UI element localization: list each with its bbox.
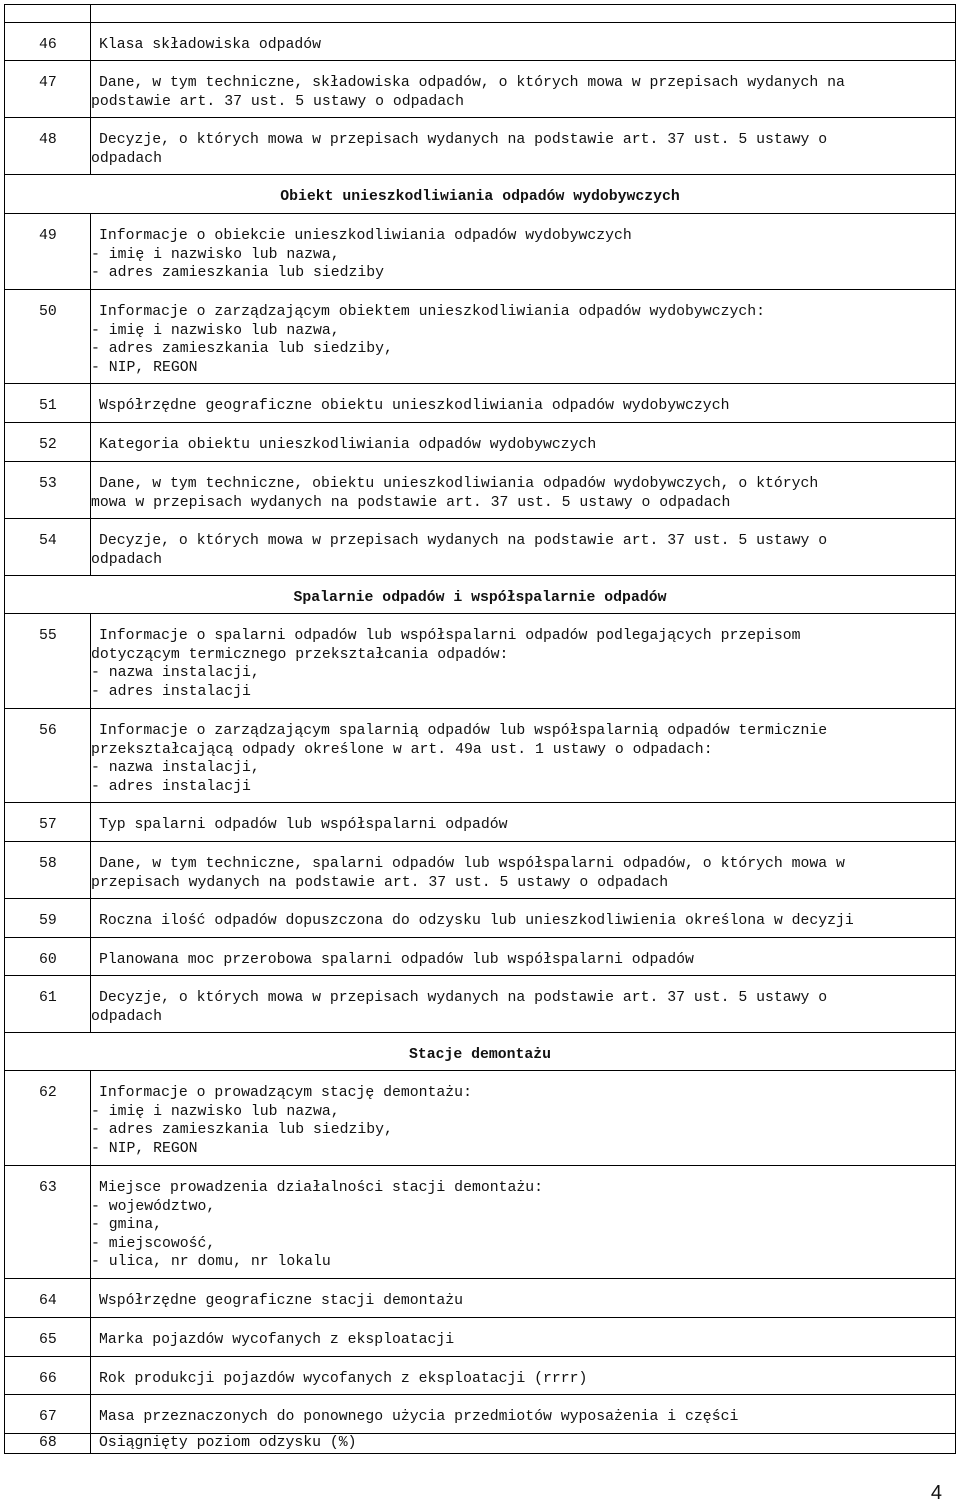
section-header-row [5,175,956,214]
description-line: Kategoria obiektu unieszkodliwiania odpadów wydobywczych [99,437,597,453]
description-line: Decyzje, o których mowa w przepisach wydanych na podstawie art. 37 ust. 5 ustawy o [99,533,828,549]
row-description [91,290,956,384]
description-line: - adres zamieszkania lub siedziby, [91,341,393,358]
description-line: Osiągnięty poziom odzysku (%) [99,1435,357,1451]
description-line: - miejscowość, [91,1235,216,1252]
row-description [91,614,956,709]
table-row [5,1166,956,1279]
row-description [91,1434,956,1454]
row-description [91,61,956,118]
description-line: - adres instalacji [91,683,251,700]
description-line: - adres zamieszkania lub siedziby, [91,1122,393,1139]
row-description [91,23,956,61]
description-line: Decyzje, o których mowa w przepisach wydanych na podstawie art. 37 ust. 5 ustawy o [99,990,828,1006]
section-title: Spalarnie odpadów i współspalarnie odpadów [5,576,956,614]
row-number: 47 [5,61,91,118]
row-description [91,1279,956,1318]
row-number: 49 [5,214,91,290]
description-line: - imię i nazwisko lub nazwa, [91,322,340,339]
row-number [5,5,91,23]
description-line: przepisach wydanych na podstawie art. 37 ust. 5 ustawy o odpadach [91,874,669,891]
row-description [91,384,956,423]
row-description [91,423,956,462]
description-line: Informacje o zarządzającym spalarnią odpadów lub współspalarnią odpadów termicznie [99,723,828,739]
description-line: Klasa składowiska odpadów [99,37,321,53]
row-number: 58 [5,842,91,899]
description-line: - imię i nazwisko lub nazwa, [91,246,340,263]
row-number: 57 [5,803,91,842]
description-line: Masa przeznaczonych do ponownego użycia przedmiotów wyposażenia i części [99,1409,739,1425]
description-line: dotyczącym termicznego przekształcania odpadów: [91,646,509,663]
row-description [91,1318,956,1357]
row-number: 61 [5,976,91,1033]
table-row [5,1279,956,1318]
row-description [91,1395,956,1434]
document-table-body [5,5,956,1454]
row-description [91,1166,956,1279]
table-row [5,290,956,384]
section-header-row [5,576,956,614]
row-number: 55 [5,614,91,709]
row-description [91,118,956,175]
table-row [5,938,956,976]
row-number: 59 [5,899,91,938]
table-row [5,519,956,576]
description-line: Informacje o spalarni odpadów lub współspalarni odpadów podlegających przepisom [99,628,801,644]
table-row [5,118,956,175]
table-row [5,23,956,61]
table-row [5,5,956,23]
description-line: - adres instalacji [91,778,251,795]
description-line: Współrzędne geograficzne obiektu unieszkodliwiania odpadów wydobywczych [99,398,730,414]
page-number: 4 [930,1482,942,1504]
description-line: - adres zamieszkania lub siedziby [91,265,385,282]
row-number: 52 [5,423,91,462]
row-description [91,519,956,576]
description-line: - imię i nazwisko lub nazwa, [91,1103,340,1120]
description-line: mowa w przepisach wydanych na podstawie art. 37 ust. 5 ustawy o odpadach [91,494,731,511]
row-number: 64 [5,1279,91,1318]
description-line: - NIP, REGON [91,1140,198,1157]
table-row [5,976,956,1033]
table-row [5,803,956,842]
row-number: 67 [5,1395,91,1434]
row-description [91,1357,956,1395]
description-line: Współrzędne geograficzne stacji demontażu [99,1293,464,1309]
table-row [5,214,956,290]
row-number: 66 [5,1357,91,1395]
row-description [91,5,956,23]
description-line: odpadach [91,551,163,568]
section-header-row [5,1033,956,1071]
description-line: Typ spalarni odpadów lub współspalarni odpadów [99,817,508,833]
table-row [5,1071,956,1166]
row-number: 46 [5,23,91,61]
table-row [5,1318,956,1357]
description-line: Informacje o prowadzącym stację demontażu: [99,1085,472,1101]
table-row [5,614,956,709]
table-row [5,842,956,899]
description-line: Roczna ilość odpadów dopuszczona do odzysku lub unieszkodliwienia określona w decyzji [99,913,854,929]
section-title: Stacje demontażu [5,1033,956,1071]
row-description [91,976,956,1033]
section-title: Obiekt unieszkodliwiania odpadów wydobywczych [5,175,956,214]
description-line: Informacje o obiekcie unieszkodliwiania odpadów wydobywczych [99,228,632,244]
row-number: 50 [5,290,91,384]
description-line: przekształcającą odpady określone w art. 49a ust. 1 ustawy o odpadach: [91,741,713,758]
row-number: 65 [5,1318,91,1357]
description-line: - województwo, [91,1198,216,1215]
description-line: - NIP, REGON [91,359,198,376]
document-table [4,4,956,1454]
table-row [5,709,956,803]
description-line: - nazwa instalacji, [91,665,260,682]
row-description [91,938,956,976]
table-row [5,462,956,519]
row-number: 60 [5,938,91,976]
description-line: - gmina, [91,1217,163,1234]
description-line: Dane, w tym techniczne, składowiska odpadów, o których mowa w przepisach wydanych na [99,75,845,91]
description-line: odpadach [91,150,163,167]
table-row [5,423,956,462]
table-row [5,1357,956,1395]
description-line: Planowana moc przerobowa spalarni odpadów lub współspalarni odpadów [99,952,694,968]
row-number: 48 [5,118,91,175]
table-row [5,1395,956,1434]
description-line: - nazwa instalacji, [91,760,260,777]
row-number: 62 [5,1071,91,1166]
description-line: podstawie art. 37 ust. 5 ustawy o odpadach [91,93,464,110]
description-line: odpadach [91,1008,163,1025]
table-row [5,61,956,118]
description-line: Informacje o zarządzającym obiektem unieszkodliwiania odpadów wydobywczych: [99,304,765,320]
row-description [91,842,956,899]
row-number: 56 [5,709,91,803]
row-number: 54 [5,519,91,576]
description-line: Rok produkcji pojazdów wycofanych z eksploatacji (rrrr) [99,1371,588,1387]
description-line: Marka pojazdów wycofanych z eksploatacji [99,1332,455,1348]
description-line: - ulica, nr domu, nr lokalu [91,1254,331,1271]
row-description [91,1071,956,1166]
description-line: Miejsce prowadzenia działalności stacji demontażu: [99,1180,543,1196]
table-row [5,899,956,938]
row-description [91,214,956,290]
description-line: Dane, w tym techniczne, spalarni odpadów lub współspalarni odpadów, o których mowa w [99,856,845,872]
row-description [91,462,956,519]
description-line: Dane, w tym techniczne, obiektu unieszkodliwiania odpadów wydobywczych, o których [99,476,819,492]
row-description [91,803,956,842]
row-number: 68 [5,1434,91,1454]
row-description [91,899,956,938]
row-number: 63 [5,1166,91,1279]
row-number: 53 [5,462,91,519]
description-line: Decyzje, o których mowa w przepisach wydanych na podstawie art. 37 ust. 5 ustawy o [99,132,828,148]
table-row [5,384,956,423]
row-number: 51 [5,384,91,423]
table-row [5,1434,956,1454]
row-description [91,709,956,803]
